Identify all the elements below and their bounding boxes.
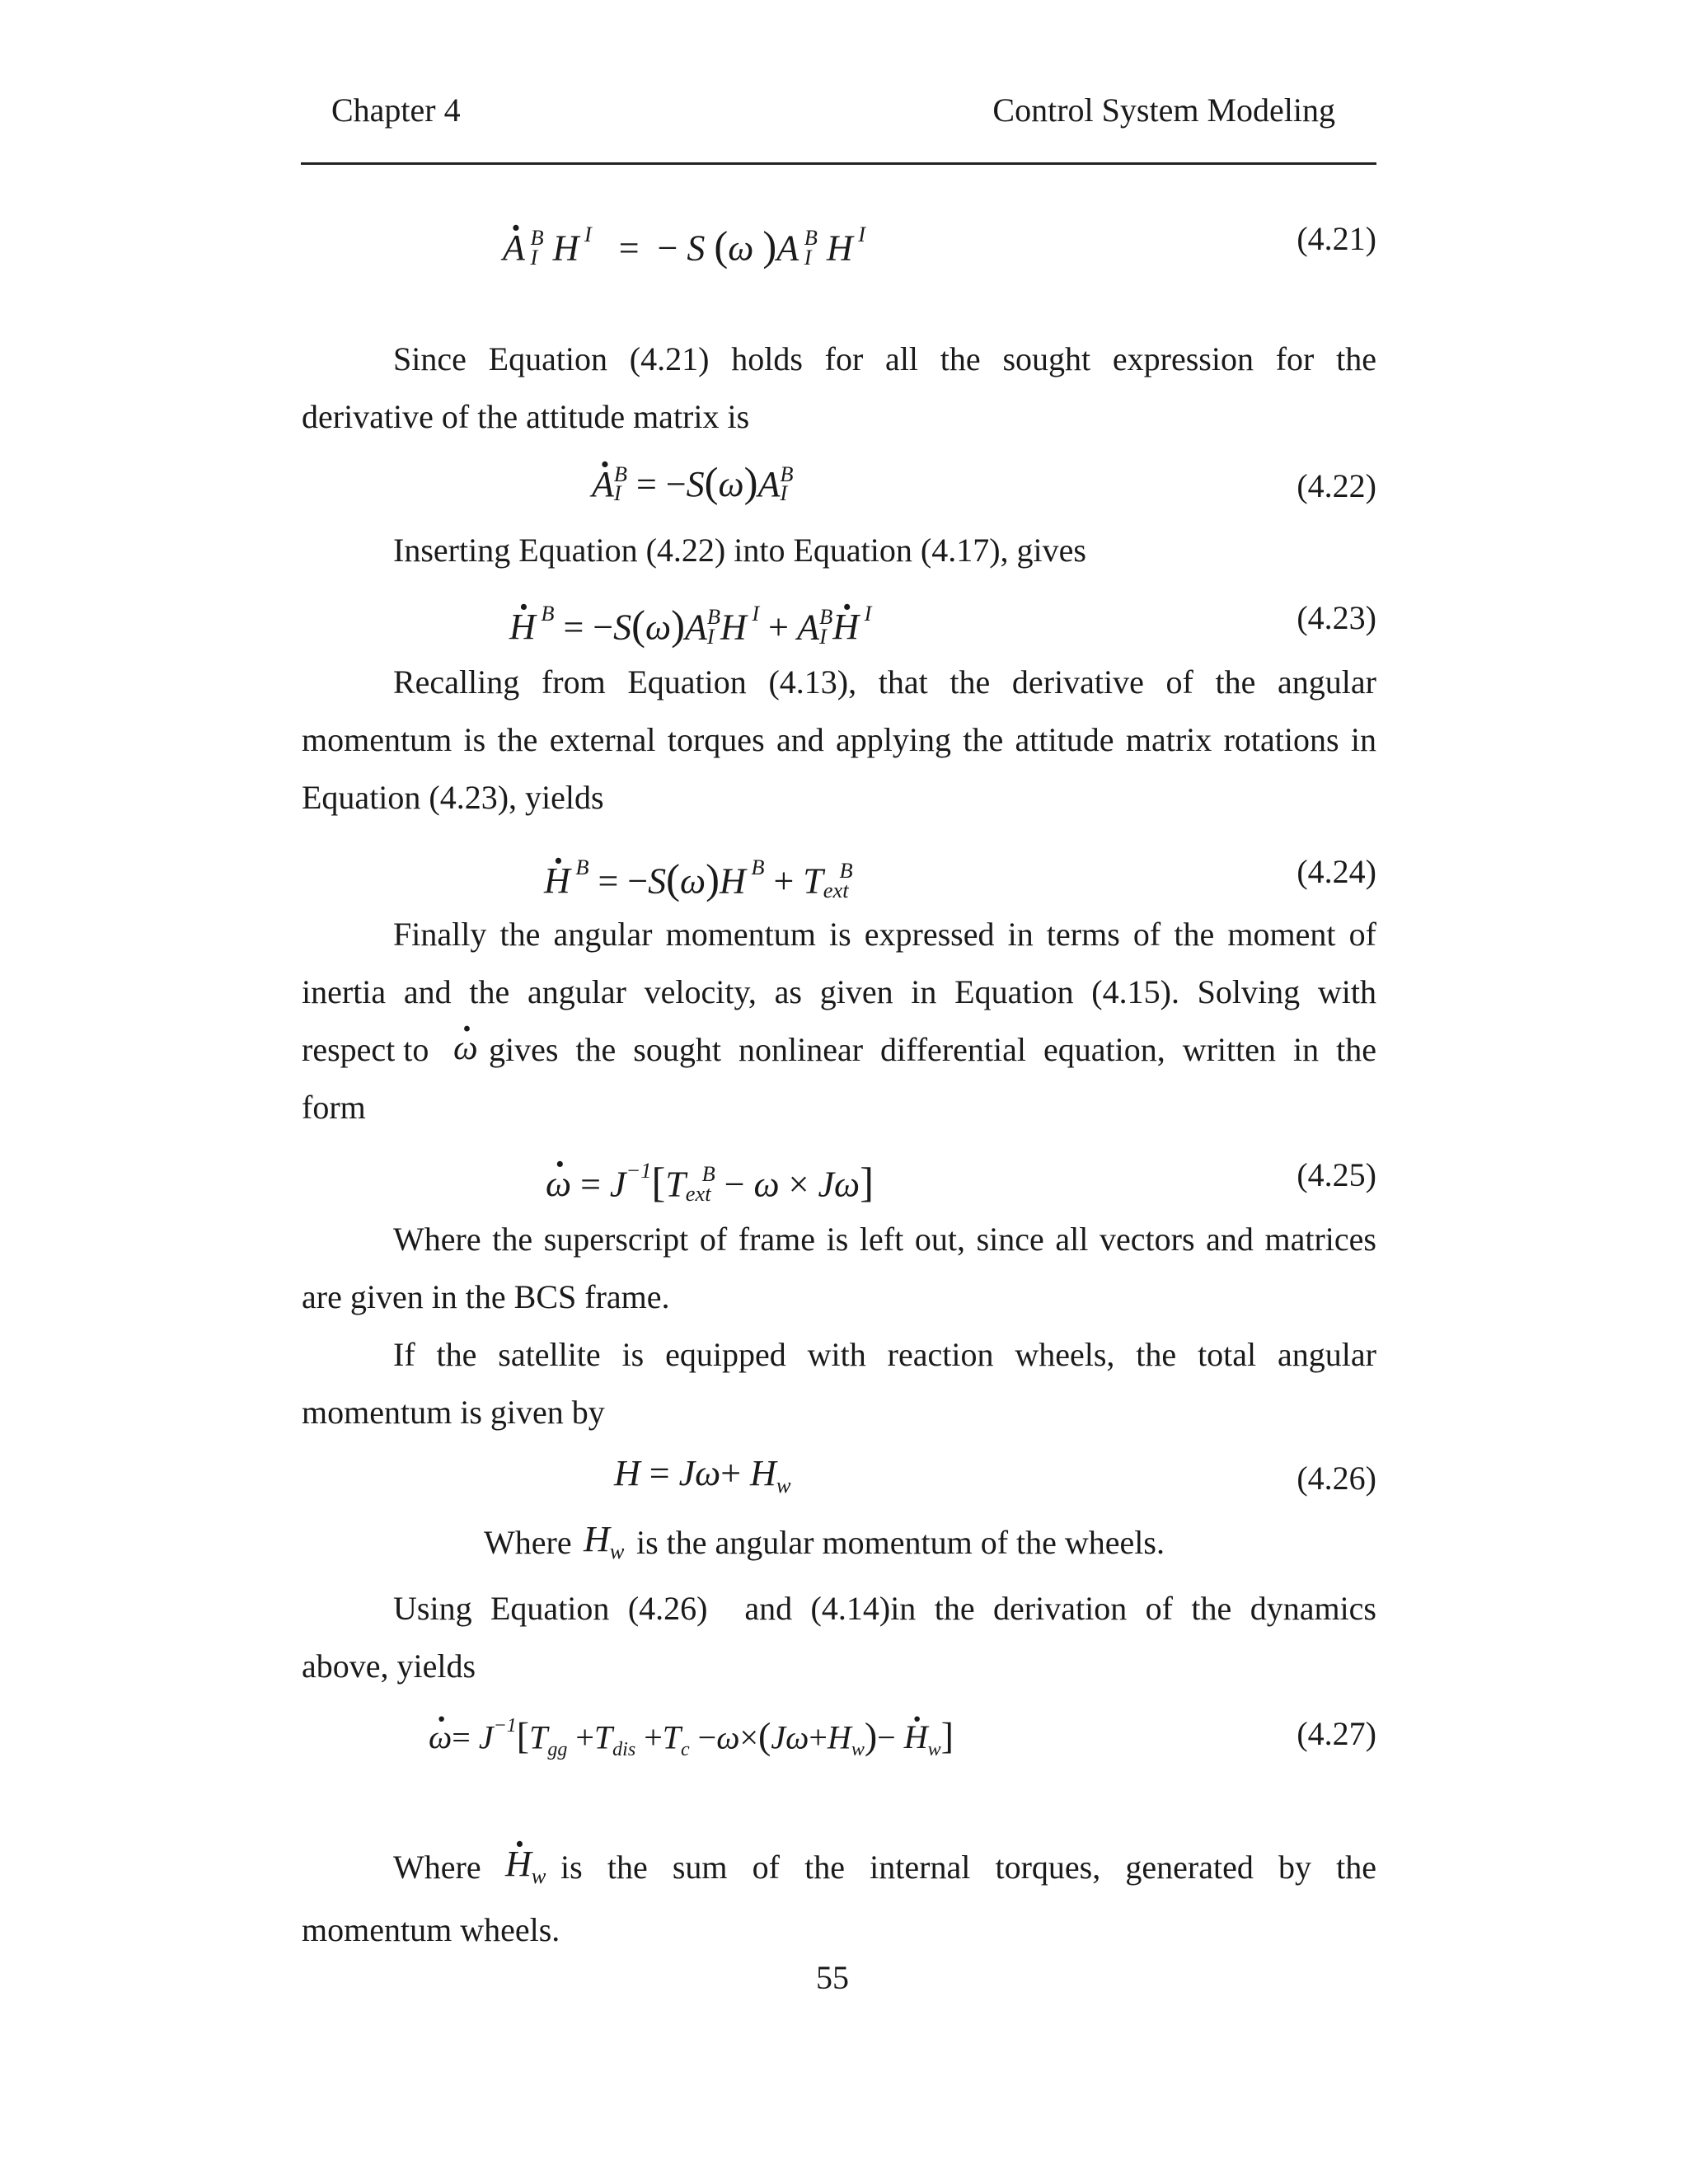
equation-number: (4.26)	[1296, 1460, 1376, 1497]
paragraph-line: momentum is given by	[302, 1394, 605, 1431]
chapter-label: Chapter 4	[331, 91, 461, 129]
equation-number: (4.23)	[1296, 599, 1376, 636]
paragraph-line: Inserting Equation (4.22) into Equation (4.17), gives	[393, 532, 1086, 569]
equation-number: (4.24)	[1296, 853, 1376, 890]
paragraph-line: If the satellite is equipped with reaction wheels, the total angular	[393, 1336, 1376, 1373]
paragraph-line: Using Equation (4.26) and (4.14)in the derivation of the dynamics	[393, 1590, 1376, 1627]
paragraph-line: Where the superscript of frame is left out, since all vectors and matrices	[393, 1221, 1376, 1258]
h-w-symbol: $H_w$	[584, 1519, 625, 1564]
equation-4-25: ω · = $J^{-1}[T$ B ext − ω × Jω]	[546, 1152, 874, 1203]
paragraph-line: Since Equation (4.21) holds for all the sought expression for the	[393, 340, 1376, 377]
paragraph-line: Recalling from Equation (4.13), that the derivative of the angular	[393, 663, 1376, 701]
equation-4-21: A · B I H $^I$ = − S (ω )A B I H $^I$	[503, 216, 865, 267]
equation-4-22: A · B I = −S(ω)A B I	[592, 464, 793, 504]
paragraph-line: respect to	[302, 1031, 429, 1068]
page-number: 55	[816, 1959, 849, 1996]
equation-4-26: $H = J\omega+ H_w$	[614, 1453, 791, 1498]
equation-number: (4.27)	[1296, 1715, 1376, 1752]
h-w-dot-symbol: $H \cdot_w$	[505, 1848, 546, 1892]
paragraph-line: Finally the angular momentum is expressed in terms of the moment of	[393, 916, 1376, 953]
paragraph-line: Where	[393, 1849, 481, 1886]
paragraph-line: is the sum of the internal torques, generated by the	[560, 1849, 1376, 1886]
equation-number: (4.21)	[1296, 220, 1376, 257]
equation-number: (4.22)	[1296, 467, 1376, 504]
equation-number: (4.25)	[1296, 1156, 1376, 1193]
equation-4-27: $\omega \cdot= J^{-1}[T_{gg} +T_{dis} +T_c -\omega\times(J\omega+H_w)- H \cdot_w]$	[429, 1708, 954, 1768]
equation-4-24: H · $^B$ = −S(ω)H $^B$ + T B ext	[544, 849, 853, 900]
omega-dot-symbol: ω ·	[453, 1032, 478, 1065]
equation-4-23: H · $^B$ = −S(ω)A B I H $^I$ + A B I H · $^I$	[509, 595, 871, 646]
paragraph-line: derivative of the attitude matrix is	[302, 398, 750, 435]
paragraph-line: momentum is the external torques and applying the attitude matrix rotations in	[302, 721, 1376, 758]
paragraph-line: Where	[484, 1524, 572, 1561]
paragraph-line: above, yields	[302, 1647, 476, 1685]
paragraph-line: form	[302, 1089, 366, 1126]
paragraph-line: inertia and the angular velocity, as given in Equation (4.15). Solving with	[302, 973, 1376, 1010]
paragraph-line: gives the sought nonlinear differential equation, written in the	[489, 1031, 1376, 1068]
paragraph-line: are given in the BCS frame.	[302, 1278, 670, 1315]
paragraph-line: momentum wheels.	[302, 1911, 560, 1948]
paragraph-line: is the angular momentum of the wheels.	[636, 1524, 1165, 1561]
header-rule	[301, 162, 1376, 165]
chapter-title: Control System Modeling	[992, 91, 1335, 129]
paragraph-line: Equation (4.23), yields	[302, 779, 604, 816]
